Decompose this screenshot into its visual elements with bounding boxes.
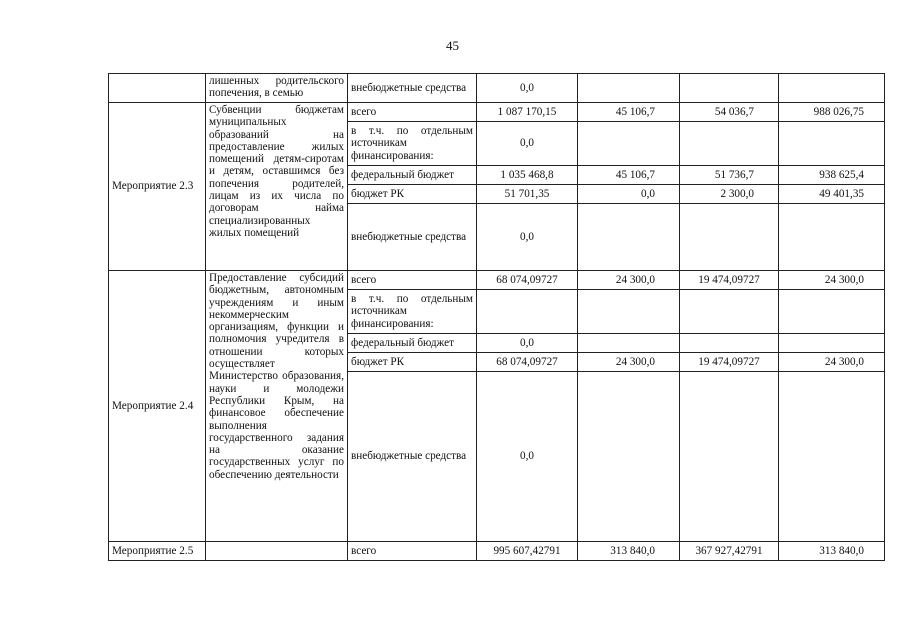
year1-cell (578, 74, 680, 103)
year2-cell (680, 372, 779, 542)
table-row (109, 74, 885, 103)
source-cell: всего (348, 103, 477, 122)
source-cell: бюджет РК (348, 185, 477, 204)
total-cell: 51 701,35 (477, 185, 578, 204)
year1-cell (578, 372, 680, 542)
year3-cell: 313 840,0 (779, 542, 885, 561)
year3-cell (779, 74, 885, 103)
source-cell: всего (348, 542, 477, 561)
year2-cell (680, 74, 779, 103)
year3-cell: 24 300,0 (779, 353, 885, 372)
table-row (109, 271, 885, 290)
year1-cell: 24 300,0 (578, 353, 680, 372)
total-cell: 68 074,09727 (477, 271, 578, 290)
total-cell: 0,0 (477, 122, 578, 166)
year3-cell (779, 122, 885, 166)
year3-cell: 988 026,75 (779, 103, 885, 122)
year1-cell: 45 106,7 (578, 166, 680, 185)
source-cell: внебюджетные средства (348, 204, 477, 271)
total-cell: 0,0 (477, 334, 578, 353)
year2-cell (680, 290, 779, 334)
source-cell: бюджет РК (348, 353, 477, 372)
description-cell: лишенных родительского попечения, в семью (206, 74, 348, 103)
year2-cell (680, 334, 779, 353)
year2-cell: 2 300,0 (680, 185, 779, 204)
year2-cell: 19 474,09727 (680, 353, 779, 372)
year3-cell (779, 290, 885, 334)
year2-cell (680, 122, 779, 166)
description-cell (206, 542, 348, 561)
source-cell: федеральный бюджет (348, 334, 477, 353)
year1-cell (578, 204, 680, 271)
total-cell: 0,0 (477, 372, 578, 542)
year3-cell (779, 334, 885, 353)
table-row (109, 542, 885, 561)
total-cell: 0,0 (477, 74, 578, 103)
source-cell: внебюджетные средства (348, 372, 477, 542)
year1-cell (578, 122, 680, 166)
year2-cell (680, 204, 779, 271)
total-cell: 1 035 468,8 (477, 166, 578, 185)
page-number: 45 (446, 38, 459, 53)
measure-cell: Мероприятие 2.3 (109, 103, 206, 271)
total-cell: 1 087 170,15 (477, 103, 578, 122)
description-cell: Предоставление субсидий бюджетным, автономным учреждениям и иным некоммерческим организациям, функции и полномочия учредителя в отношении которых осуществляет Министерство образования, науки и молодежи Республики Крым, на финансовое обеспечение выполнения государственного задания на оказание государственных услуг по обеспечению деятельности (206, 271, 348, 542)
budget-table (108, 73, 885, 561)
source-cell: всего (348, 271, 477, 290)
total-cell: 68 074,09727 (477, 353, 578, 372)
year1-cell: 313 840,0 (578, 542, 680, 561)
year3-cell: 24 300,0 (779, 271, 885, 290)
source-cell: внебюджетные средства (348, 74, 477, 103)
total-cell (477, 290, 578, 334)
measure-cell: Мероприятие 2.4 (109, 271, 206, 542)
year1-cell (578, 290, 680, 334)
measure-cell (109, 74, 206, 103)
year3-cell: 938 625,4 (779, 166, 885, 185)
year2-cell: 19 474,09727 (680, 271, 779, 290)
description-cell: Субвенции бюджетам муниципальных образований на предоставление жилых помещений детям-сиротам и детям, оставшимся без попечения родителей, лицам из их числа по договорам найма специализированных жилых помещений (206, 103, 348, 271)
year1-cell: 0,0 (578, 185, 680, 204)
source-cell: федеральный бюджет (348, 166, 477, 185)
year1-cell (578, 334, 680, 353)
source-cell: в т.ч. по отдельным источникам финансирования: (348, 122, 477, 166)
year3-cell (779, 204, 885, 271)
year2-cell: 367 927,42791 (680, 542, 779, 561)
measure-cell: Мероприятие 2.5 (109, 542, 206, 561)
table-row (109, 103, 885, 122)
year2-cell: 51 736,7 (680, 166, 779, 185)
source-cell: в т.ч. по отдельным источникам финансирования: (348, 290, 477, 334)
year1-cell: 24 300,0 (578, 271, 680, 290)
year3-cell (779, 372, 885, 542)
year2-cell: 54 036,7 (680, 103, 779, 122)
year1-cell: 45 106,7 (578, 103, 680, 122)
year3-cell: 49 401,35 (779, 185, 885, 204)
total-cell: 995 607,42791 (477, 542, 578, 561)
total-cell: 0,0 (477, 204, 578, 271)
